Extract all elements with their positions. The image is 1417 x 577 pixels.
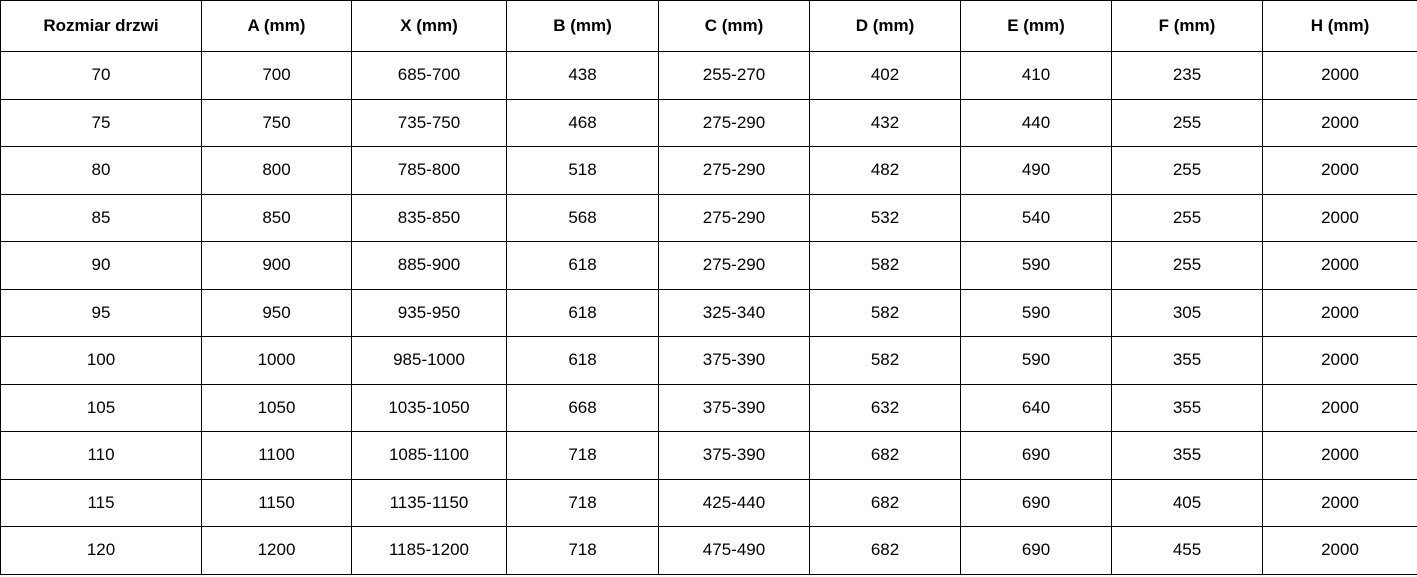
cell-d: 432 [810,99,961,147]
cell-c: 375-390 [659,384,810,432]
cell-a: 900 [202,242,352,290]
cell-b: 718 [507,479,659,527]
cell-x: 835-850 [352,194,507,242]
cell-a: 850 [202,194,352,242]
cell-door-size: 105 [1,384,202,432]
table-row [1,337,1417,385]
cell-f: 355 [1112,384,1263,432]
cell-door-size: 100 [1,337,202,385]
cell-e: 690 [961,527,1112,575]
column-header-f: F (mm) [1112,1,1263,52]
column-header-door-size: Rozmiar drzwi [1,1,202,52]
table-row [1,479,1417,527]
cell-h: 2000 [1263,527,1417,575]
table-body [1,52,1417,575]
column-header-c: C (mm) [659,1,810,52]
table-row [1,242,1417,290]
cell-a: 1000 [202,337,352,385]
cell-d: 682 [810,527,961,575]
cell-x: 1035-1050 [352,384,507,432]
cell-h: 2000 [1263,479,1417,527]
cell-f: 235 [1112,52,1263,100]
cell-x: 785-800 [352,147,507,195]
cell-c: 375-390 [659,337,810,385]
cell-a: 700 [202,52,352,100]
cell-e: 440 [961,99,1112,147]
cell-x: 1135-1150 [352,479,507,527]
cell-x: 685-700 [352,52,507,100]
cell-f: 255 [1112,194,1263,242]
cell-c: 375-390 [659,432,810,480]
cell-a: 800 [202,147,352,195]
cell-c: 275-290 [659,99,810,147]
cell-f: 255 [1112,99,1263,147]
cell-h: 2000 [1263,384,1417,432]
cell-door-size: 95 [1,289,202,337]
cell-h: 2000 [1263,194,1417,242]
cell-door-size: 70 [1,52,202,100]
cell-x: 985-1000 [352,337,507,385]
table-row [1,52,1417,100]
cell-door-size: 110 [1,432,202,480]
cell-door-size: 75 [1,99,202,147]
cell-f: 255 [1112,242,1263,290]
cell-b: 518 [507,147,659,195]
cell-a: 750 [202,99,352,147]
cell-h: 2000 [1263,52,1417,100]
table-header-row [1,1,1417,52]
cell-h: 2000 [1263,432,1417,480]
column-header-b: B (mm) [507,1,659,52]
cell-c: 325-340 [659,289,810,337]
cell-c: 275-290 [659,194,810,242]
cell-f: 455 [1112,527,1263,575]
table-row [1,147,1417,195]
cell-c: 275-290 [659,242,810,290]
cell-x: 1185-1200 [352,527,507,575]
cell-d: 682 [810,432,961,480]
cell-d: 582 [810,242,961,290]
table-row [1,527,1417,575]
table-header [1,1,1417,52]
cell-e: 690 [961,479,1112,527]
cell-c: 475-490 [659,527,810,575]
cell-door-size: 80 [1,147,202,195]
cell-f: 355 [1112,337,1263,385]
cell-e: 640 [961,384,1112,432]
cell-d: 482 [810,147,961,195]
column-header-d: D (mm) [810,1,961,52]
cell-e: 590 [961,337,1112,385]
table-row [1,432,1417,480]
cell-door-size: 85 [1,194,202,242]
cell-a: 1150 [202,479,352,527]
cell-e: 490 [961,147,1112,195]
table-row [1,194,1417,242]
cell-b: 618 [507,289,659,337]
cell-door-size: 90 [1,242,202,290]
cell-e: 590 [961,242,1112,290]
cell-d: 582 [810,337,961,385]
cell-e: 540 [961,194,1112,242]
cell-c: 255-270 [659,52,810,100]
cell-b: 718 [507,432,659,480]
cell-h: 2000 [1263,289,1417,337]
cell-b: 618 [507,337,659,385]
cell-e: 590 [961,289,1112,337]
cell-c: 425-440 [659,479,810,527]
cell-x: 735-750 [352,99,507,147]
cell-x: 935-950 [352,289,507,337]
cell-d: 682 [810,479,961,527]
cell-door-size: 115 [1,479,202,527]
cell-f: 255 [1112,147,1263,195]
cell-b: 668 [507,384,659,432]
cell-e: 690 [961,432,1112,480]
cell-h: 2000 [1263,147,1417,195]
cell-d: 402 [810,52,961,100]
cell-f: 405 [1112,479,1263,527]
cell-d: 632 [810,384,961,432]
cell-d: 532 [810,194,961,242]
table-row [1,289,1417,337]
cell-x: 1085-1100 [352,432,507,480]
cell-x: 885-900 [352,242,507,290]
cell-b: 568 [507,194,659,242]
column-header-a: A (mm) [202,1,352,52]
column-header-h: H (mm) [1263,1,1417,52]
cell-a: 950 [202,289,352,337]
column-header-e: E (mm) [961,1,1112,52]
cell-c: 275-290 [659,147,810,195]
cell-door-size: 120 [1,527,202,575]
cell-f: 355 [1112,432,1263,480]
table-row [1,384,1417,432]
cell-b: 718 [507,527,659,575]
cell-b: 438 [507,52,659,100]
cell-a: 1100 [202,432,352,480]
cell-d: 582 [810,289,961,337]
table-row [1,99,1417,147]
cell-h: 2000 [1263,337,1417,385]
cell-h: 2000 [1263,99,1417,147]
cell-b: 618 [507,242,659,290]
cell-a: 1050 [202,384,352,432]
cell-e: 410 [961,52,1112,100]
cell-f: 305 [1112,289,1263,337]
column-header-x: X (mm) [352,1,507,52]
cell-a: 1200 [202,527,352,575]
cell-h: 2000 [1263,242,1417,290]
cell-b: 468 [507,99,659,147]
